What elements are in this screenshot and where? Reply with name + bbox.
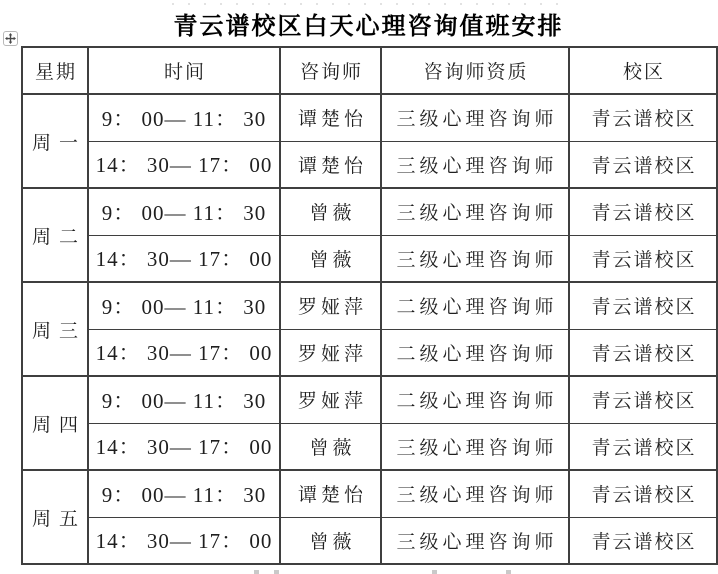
move-cross-arrows-icon xyxy=(5,33,16,44)
qualification-cell[interactable]: 二级心理咨询师 xyxy=(381,376,569,423)
header-campus[interactable]: 校区 xyxy=(569,47,717,94)
qualification-cell[interactable]: 三级心理咨询师 xyxy=(381,94,569,141)
qualification-cell[interactable]: 三级心理咨询师 xyxy=(381,470,569,517)
day-cell-fri[interactable]: 周五 xyxy=(22,470,88,564)
header-qualification[interactable]: 咨询师资质 xyxy=(381,47,569,94)
duty-schedule-table xyxy=(21,46,718,565)
header-counselor[interactable]: 咨询师 xyxy=(280,47,381,94)
qualification-cell[interactable]: 二级心理咨询师 xyxy=(381,282,569,329)
counselor-cell[interactable]: 罗娅萍 xyxy=(280,329,381,376)
time-cell[interactable]: 9： 00— 11： 30 xyxy=(88,94,280,141)
time-cell[interactable]: 9： 00— 11： 30 xyxy=(88,376,280,423)
campus-cell[interactable]: 青云谱校区 xyxy=(569,329,717,376)
counselor-cell[interactable]: 曾薇 xyxy=(280,423,381,470)
header-time[interactable]: 时间 xyxy=(88,47,280,94)
qualification-cell[interactable]: 三级心理咨询师 xyxy=(381,517,569,564)
campus-cell[interactable]: 青云谱校区 xyxy=(569,282,717,329)
time-cell[interactable]: 9： 00— 11： 30 xyxy=(88,282,280,329)
time-cell[interactable]: 9： 00— 11： 30 xyxy=(88,470,280,517)
time-cell[interactable]: 14： 30— 17： 00 xyxy=(88,517,280,564)
day-cell-thu[interactable]: 周四 xyxy=(22,376,88,470)
cropped-text-artifact-top xyxy=(172,3,558,5)
counselor-cell[interactable]: 曾薇 xyxy=(280,235,381,282)
counselor-cell[interactable]: 罗娅萍 xyxy=(280,282,381,329)
cropped-text-artifact-bottom xyxy=(254,570,259,574)
table-row xyxy=(22,141,717,188)
campus-cell[interactable]: 青云谱校区 xyxy=(569,235,717,282)
table-row xyxy=(22,376,717,423)
counselor-cell[interactable]: 曾薇 xyxy=(280,517,381,564)
header-day[interactable]: 星期 xyxy=(22,47,88,94)
page-title[interactable]: 青云谱校区白天心理咨询值班安排 xyxy=(173,14,564,40)
qualification-cell[interactable]: 二级心理咨询师 xyxy=(381,329,569,376)
table-row xyxy=(22,329,717,376)
campus-cell[interactable]: 青云谱校区 xyxy=(569,188,717,235)
qualification-cell[interactable]: 三级心理咨询师 xyxy=(381,423,569,470)
counselor-cell[interactable]: 谭楚怡 xyxy=(280,470,381,517)
campus-cell[interactable]: 青云谱校区 xyxy=(569,470,717,517)
table-move-handle[interactable] xyxy=(3,31,18,46)
table-row xyxy=(22,188,717,235)
campus-cell[interactable]: 青云谱校区 xyxy=(569,94,717,141)
campus-cell[interactable]: 青云谱校区 xyxy=(569,141,717,188)
qualification-cell[interactable]: 三级心理咨询师 xyxy=(381,141,569,188)
header-row xyxy=(22,47,717,94)
campus-cell[interactable]: 青云谱校区 xyxy=(569,423,717,470)
day-cell-mon[interactable]: 周一 xyxy=(22,94,88,188)
qualification-cell[interactable]: 三级心理咨询师 xyxy=(381,235,569,282)
time-cell[interactable]: 9： 00— 11： 30 xyxy=(88,188,280,235)
counselor-cell[interactable]: 谭楚怡 xyxy=(280,94,381,141)
day-cell-wed[interactable]: 周三 xyxy=(22,282,88,376)
time-cell[interactable]: 14： 30— 17： 00 xyxy=(88,235,280,282)
table-row xyxy=(22,470,717,517)
cropped-text-artifact-bottom xyxy=(432,570,437,574)
qualification-cell[interactable]: 三级心理咨询师 xyxy=(381,188,569,235)
day-cell-tue[interactable]: 周二 xyxy=(22,188,88,282)
table-row xyxy=(22,235,717,282)
counselor-cell[interactable]: 谭楚怡 xyxy=(280,141,381,188)
time-cell[interactable]: 14： 30— 17： 00 xyxy=(88,141,280,188)
table-row xyxy=(22,517,717,564)
counselor-cell[interactable]: 罗娅萍 xyxy=(280,376,381,423)
time-cell[interactable]: 14： 30— 17： 00 xyxy=(88,423,280,470)
table-row xyxy=(22,94,717,141)
campus-cell[interactable]: 青云谱校区 xyxy=(569,517,717,564)
cropped-text-artifact-bottom xyxy=(274,570,279,574)
time-cell[interactable]: 14： 30— 17： 00 xyxy=(88,329,280,376)
cropped-text-artifact-bottom xyxy=(506,570,511,574)
table-row xyxy=(22,282,717,329)
campus-cell[interactable]: 青云谱校区 xyxy=(569,376,717,423)
counselor-cell[interactable]: 曾薇 xyxy=(280,188,381,235)
table-row xyxy=(22,423,717,470)
